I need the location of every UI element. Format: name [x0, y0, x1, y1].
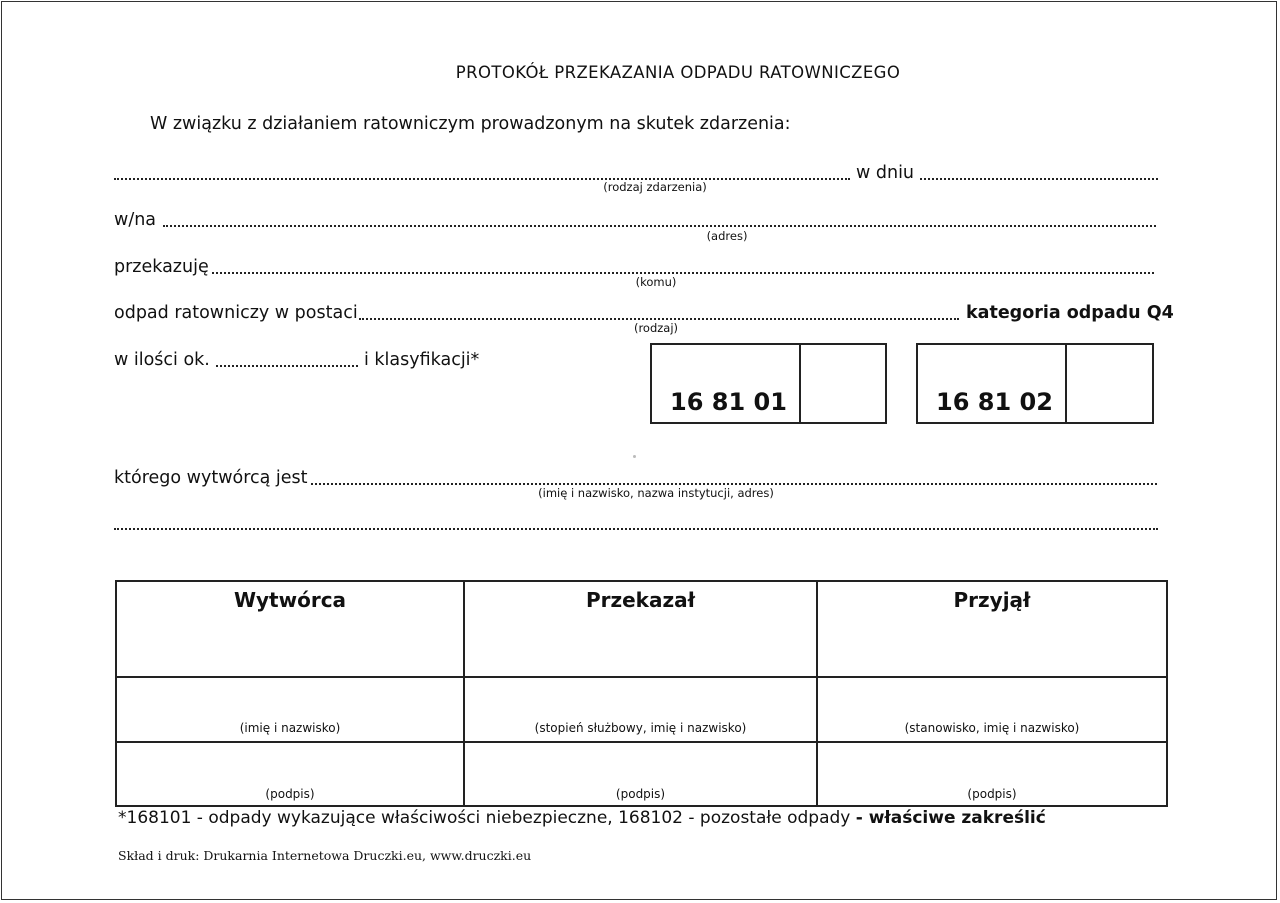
signature-caption: (podpis): [265, 787, 315, 801]
name-caption: (stopień służbowy, imię i nazwisko): [534, 721, 747, 735]
address-label: w/na: [114, 210, 157, 230]
waste-code-other: 16 81 02: [936, 388, 1053, 416]
header-cell: [817, 581, 1167, 677]
signature-caption: (podpis): [615, 787, 666, 801]
date-label: w dniu: [856, 163, 915, 183]
quantity-field[interactable]: [216, 365, 358, 367]
code-box-hazardous: [650, 343, 887, 424]
recipient-field[interactable]: [212, 272, 1154, 274]
signature-table: [115, 580, 1168, 807]
waste-form-label: odpad ratowniczy w postaci: [114, 303, 358, 323]
recipient-label: przekazuję: [114, 257, 209, 277]
waste-form-field[interactable]: [359, 318, 959, 320]
signature-caption: (podpis): [967, 787, 1017, 801]
classification-label: i klasyfikacji*: [364, 350, 480, 370]
header-received: Przyjął: [953, 588, 1031, 612]
address-field[interactable]: [163, 225, 1156, 227]
code-box-other: [916, 343, 1154, 424]
name-caption: (stanowisko, imię i nazwisko): [904, 721, 1080, 735]
name-caption: (imię i nazwisko): [239, 721, 341, 735]
code-box-divider: [1065, 345, 1067, 422]
date-field[interactable]: [920, 178, 1158, 180]
event-type-caption: (rodzaj zdarzenia): [603, 180, 707, 194]
producer-name-cell[interactable]: [116, 677, 464, 742]
table-row: [116, 742, 1167, 806]
header-handed-over: Przekazał: [585, 588, 696, 612]
handed-over-signature-cell[interactable]: [464, 742, 817, 806]
footnote-emphasis: - właściwe zakreślić: [855, 808, 1046, 828]
handed-over-name-cell[interactable]: [464, 677, 817, 742]
waste-form-caption: (rodzaj): [633, 321, 679, 335]
producer-label: którego wytwórcą jest: [114, 468, 308, 488]
intro-text: W związku z działaniem ratowniczym prowadzonym na skutek zdarzenia:: [150, 114, 791, 134]
quantity-label: w ilości ok.: [114, 350, 210, 370]
imprint: Skład i druk: Drukarnia Internetowa Druczki.eu, www.druczki.eu: [118, 848, 532, 863]
recipient-caption: (komu): [635, 275, 677, 289]
producer-caption: (imię i nazwisko, nazwa instytucji, adres): [538, 486, 774, 500]
table-row: [116, 581, 1167, 677]
received-signature-cell[interactable]: [817, 742, 1167, 806]
footnote: [118, 808, 1046, 828]
producer-signature-cell[interactable]: [116, 742, 464, 806]
footnote-text: *168101 - odpady wykazujące właściwości niebezpieczne, 168102 - pozostałe odpady: [118, 808, 851, 828]
table-row: [116, 677, 1167, 742]
header-cell: [116, 581, 464, 677]
header-producer: Wytwórca: [233, 588, 347, 612]
received-name-cell[interactable]: [817, 677, 1167, 742]
address-caption: (adres): [706, 229, 748, 243]
waste-code-hazardous: 16 81 01: [670, 388, 787, 416]
code-box-divider: [799, 345, 801, 422]
form-title: PROTOKÓŁ PRZEKAZANIA ODPADU RATOWNICZEGO: [455, 63, 901, 82]
scan-speck: [633, 455, 636, 458]
producer-field[interactable]: [311, 483, 1157, 485]
waste-category: kategoria odpadu Q4: [966, 303, 1174, 323]
producer-field-continued[interactable]: [114, 528, 1158, 530]
header-cell: [464, 581, 817, 677]
